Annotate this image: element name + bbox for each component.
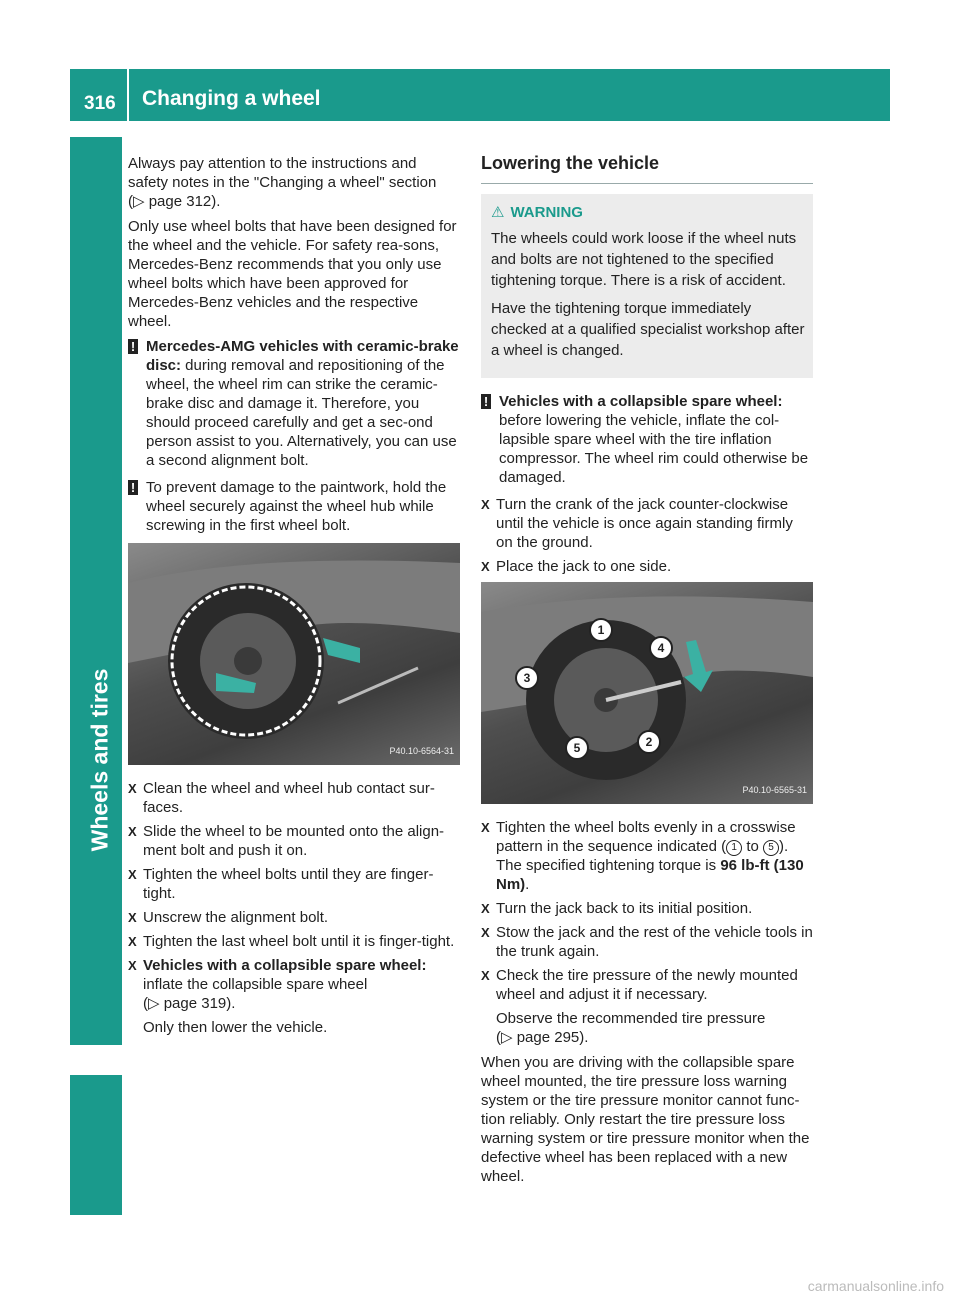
torque-value: 96 lb-ft (130 Nm) [496,857,804,893]
step-arrow-icon: X [481,559,490,574]
step-arrow-icon: X [128,934,137,949]
list-item: X Turn the crank of the jack counter-clockwise until the vehicle is once again standing firmly on the ground. [481,496,793,551]
list-item: X Place the jack to one side. [481,558,672,575]
page-link[interactable]: (▷ page 295). [496,1029,589,1046]
exclamation-icon: ! [128,480,138,495]
step-arrow-icon: X [481,497,490,512]
bolt-sequence-illustration [481,582,813,804]
list-item: X Tighten the wheel bolts evenly in a crosswise pattern in the sequence indicated ( 1 to 5 ). The specified tightening torque is 96 lb-ft (130 Nm). [481,819,804,893]
step-arrow-icon: X [481,968,490,983]
intro-paragraph: Always pay attention to the instructions and safety notes in the "Changing a wheel" section (▷ page 312). [128,155,437,210]
page-link[interactable]: (▷ page 319). [143,995,236,1012]
list-item: X Check the tire pressure of the newly mounted wheel and adjust it if necessary. [481,967,798,1003]
warning-text: Have the tightening torque immediately checked at a qualified specialist workshop after a wheel is changed. [491,300,805,359]
page-link[interactable]: (▷ page 312). [128,193,221,210]
step-arrow-icon: X [128,867,137,882]
step-arrow-icon: X [128,910,137,925]
list-item: X Tighten the last wheel bolt until it is finger-tight. [128,933,455,950]
list-item: X Unscrew the alignment bolt. [128,909,329,926]
observe-note: Observe the recommended tire pressure (▷ page 295). [496,1010,766,1046]
caution-note: ! To prevent damage to the paintwork, hold the wheel securely against the wheel hub while screwing in the first wheel bolt. [128,478,460,535]
figure-code: P40.10-6564-31 [389,746,454,756]
warning-box [481,194,813,378]
list-item: X Stow the jack and the rest of the vehicle tools in the trunk again. [481,924,813,960]
page-title: Changing a wheel [142,87,321,110]
step-arrow-icon: X [128,781,137,796]
bolts-paragraph: Only use wheel bolts that have been designed for the wheel and the vehicle. For safety rea-sons, Mercedes-Benz recommends that you only use wheel bolts which have been approved for Mercedes-Benz vehicles and the respective wheel. [128,218,457,330]
list-item: X Clean the wheel and wheel hub contact sur-faces. [128,780,435,816]
caution-note: ! Mercedes-AMG vehicles with ceramic-brake disc: during removal and repositioning of the wheel, the wheel rim can strike the ceramic-brake disc and damage it. Therefore, you should proceed carefully and get a sec-ond person assist to you. Alternatively, you can use a second alignment bolt. [128,337,460,470]
step-arrow-icon: X [481,925,490,940]
caution-note: ! Vehicles with a collapsible spare wheel: before lowering the vehicle, inflate the col-lapsible spare wheel with the tire inflation compressor. The wheel rim could otherwise be damaged. [481,392,813,487]
left-column [128,154,460,1043]
exclamation-icon: ! [481,394,491,409]
circled-number-1: 1 [726,840,742,856]
wheel-mounting-figure [128,543,460,765]
exclamation-icon: ! [128,339,138,354]
header-divider [127,69,129,121]
page-header [70,69,890,121]
page-number: 316 [84,93,116,114]
svg-text:4: 4 [657,641,665,655]
step-followup: Only then lower the vehicle. [143,1019,328,1036]
watermark: carmanualsonline.info [807,1278,944,1294]
instruction-list [128,779,460,1037]
warning-triangle-icon: ⚠ [491,204,505,221]
list-item: X Tighten the wheel bolts until they are finger-tight. [128,866,434,902]
step-arrow-icon: X [128,824,137,839]
figure-code: P40.10-6565-31 [742,785,807,795]
step-arrow-icon: X [481,901,490,916]
warning-text: The wheels could work loose if the wheel nuts and bolts are not tightened to the specified tightening torque. There is a risk of accident. [491,230,797,289]
svg-text:2: 2 [645,735,653,749]
section-sidebar [70,137,122,1045]
svg-text:3: 3 [523,671,531,685]
closing-paragraph: When you are driving with the collapsible spare wheel mounted, the tire pressure loss warning system or the tire pressure monitor cannot func-tion reliably. Only restart the tire pressure loss warning system or tire pressure monitor when the defective wheel has been replaced with a new wheel. [481,1054,810,1185]
right-column [481,154,813,1192]
list-item: X Turn the jack back to its initial position. [481,900,753,917]
svg-text:5: 5 [573,741,581,755]
wheel-illustration [128,543,460,765]
section-sidebar-label: Wheels and tires [86,668,113,852]
step-arrow-icon: X [481,820,490,835]
step-arrow-icon: X [128,958,137,973]
sidebar-block [70,1075,122,1215]
section-heading: Lowering the vehicle [481,154,813,184]
circled-number-5: 5 [763,840,779,856]
list-item: X Vehicles with a collapsible spare wheel: inflate the collapsible spare wheel (▷ page 319). [128,957,427,1012]
warning-heading: ⚠ WARNING [491,204,583,221]
svg-text:1: 1 [597,623,605,637]
list-item: X Slide the wheel to be mounted onto the align-ment bolt and push it on. [128,823,445,859]
bolt-sequence-figure [481,582,813,804]
